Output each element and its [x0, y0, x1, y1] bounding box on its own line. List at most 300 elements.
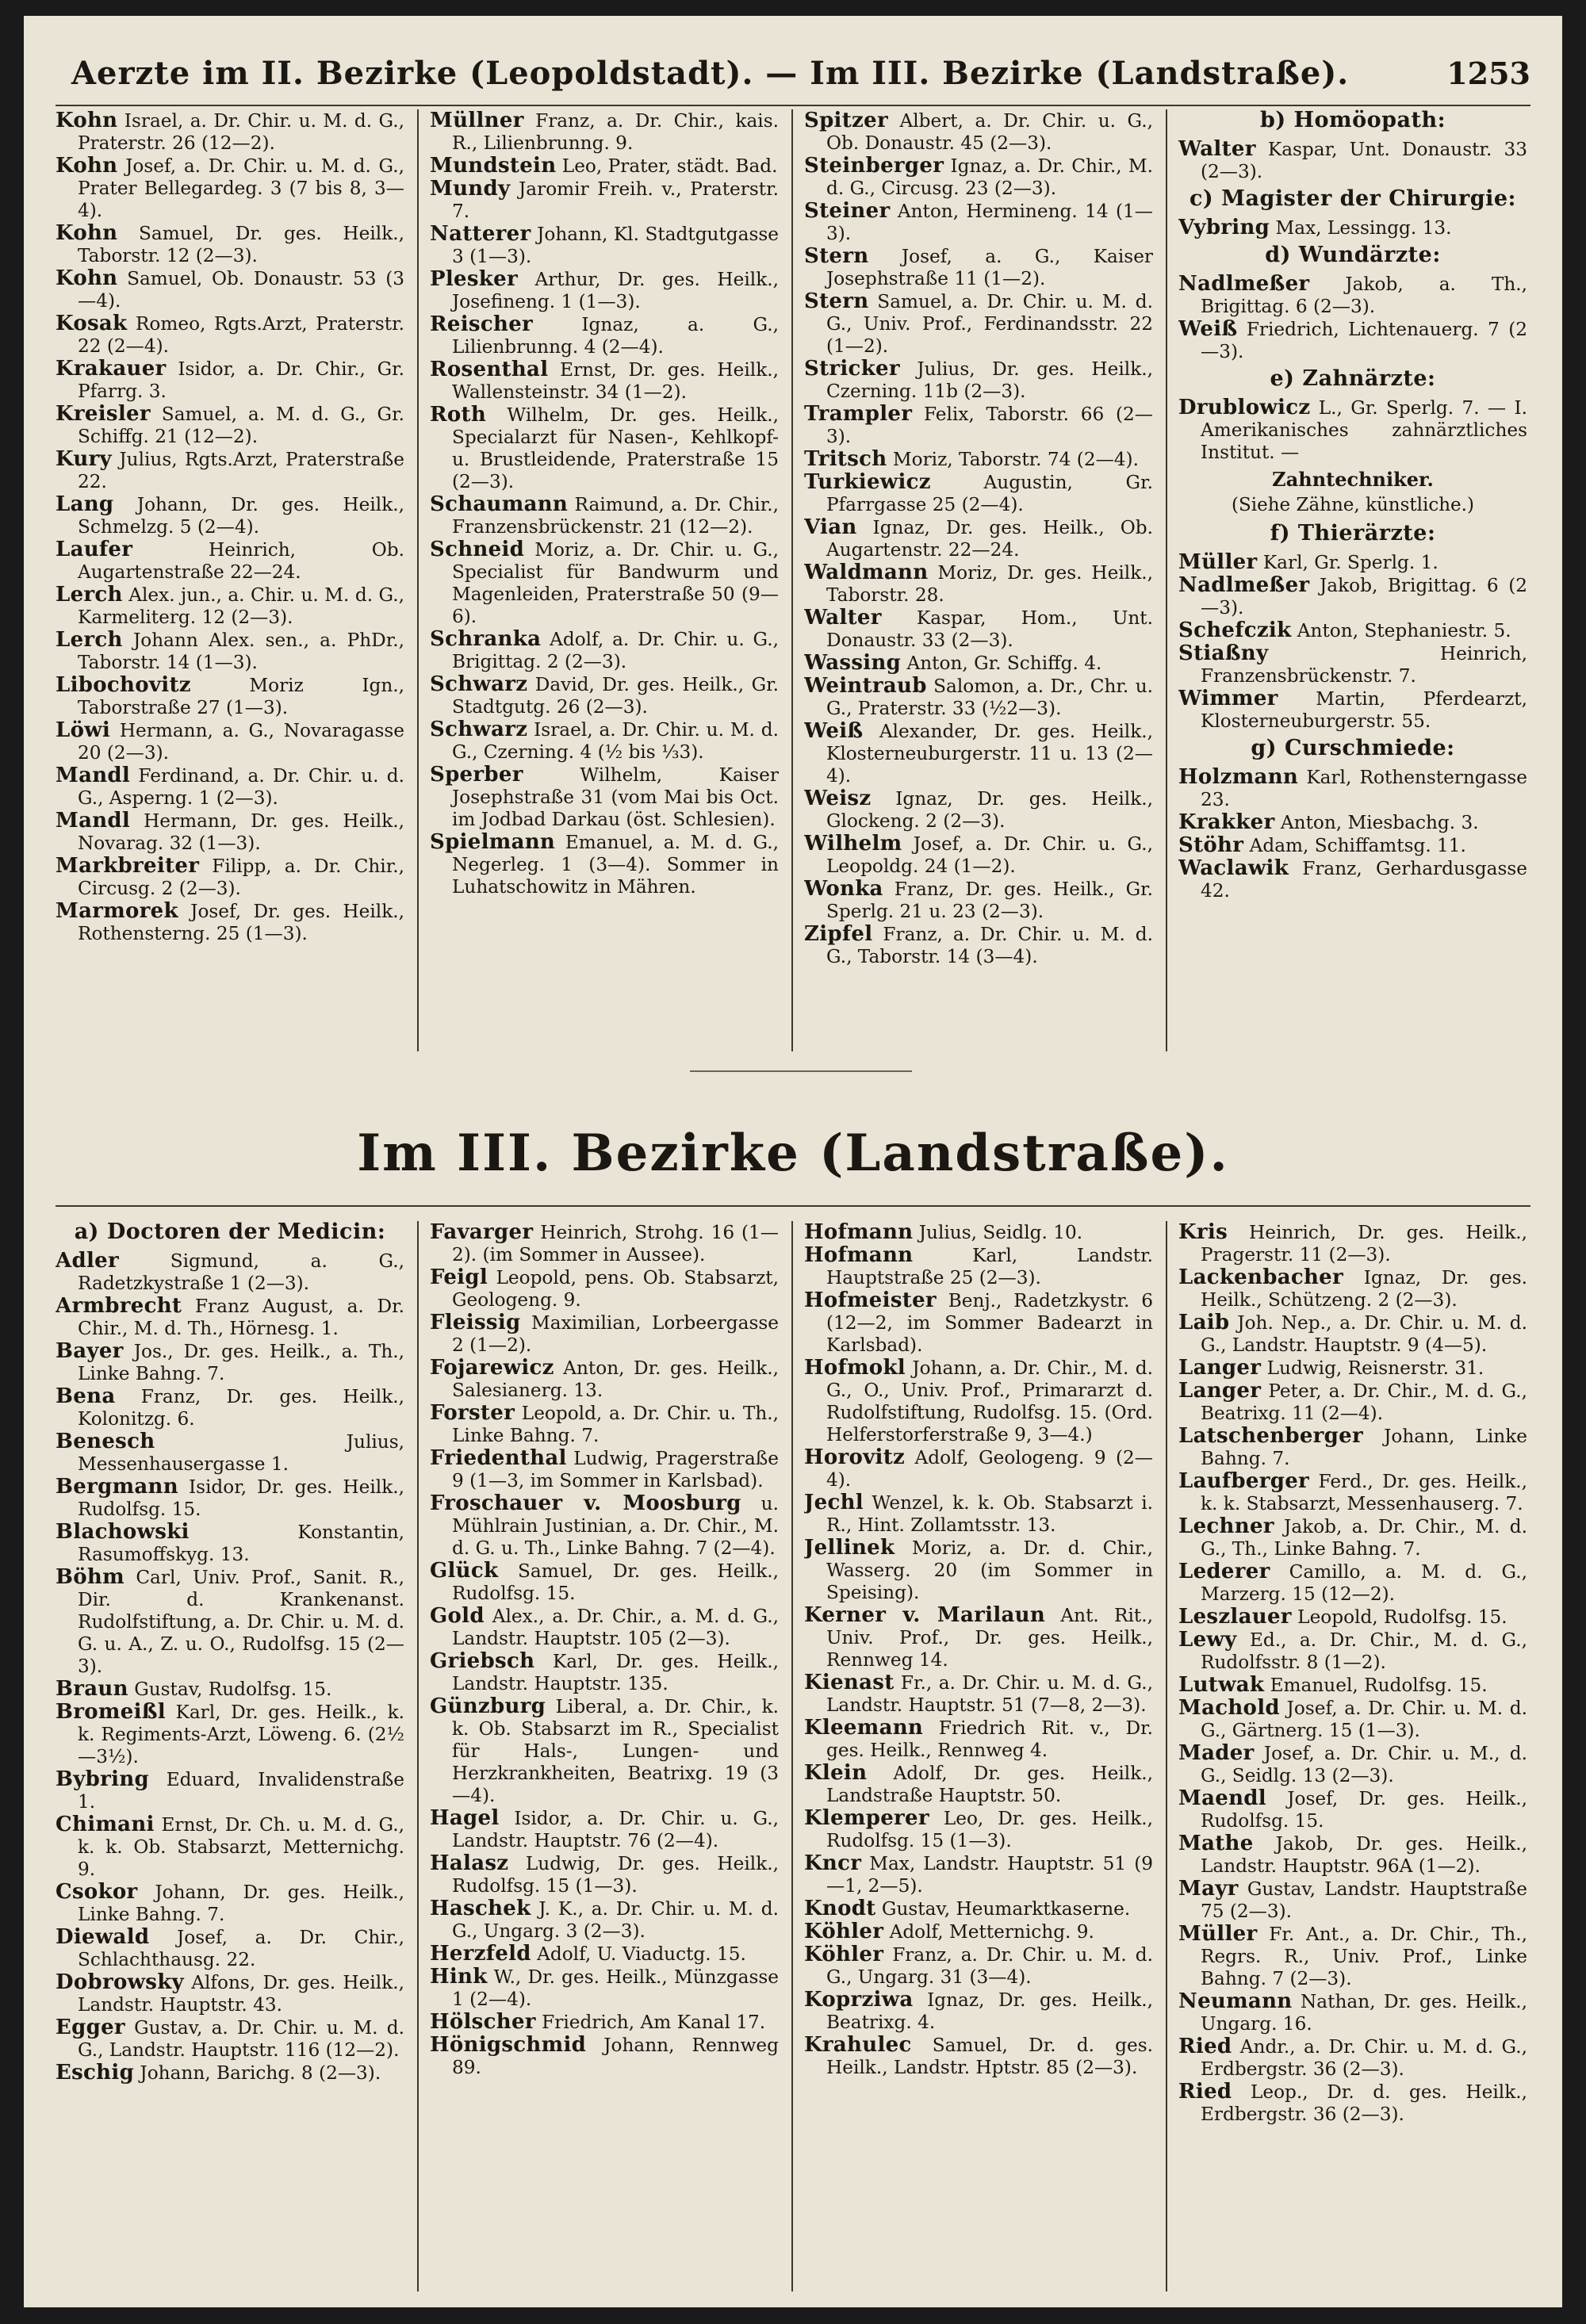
entry-details: Sigmund, a. G., Radetzkystraße 1 (2—3).: [78, 1250, 404, 1294]
entry-name: Kury: [56, 447, 112, 471]
entry-details: Josef, a. Dr. Chir. u. G., Leopoldg. 24 (1—2).: [826, 833, 1153, 877]
directory-entry: [1178, 1470, 1527, 1515]
directory-entry: [804, 1762, 1153, 1807]
directory-entry: [804, 1943, 1153, 1989]
entry-details: Alex., a. Dr. Chir., a. M. d. G., Landstr. Hauptstr. 105 (2—3).: [452, 1606, 779, 1649]
entry-name: Bena: [56, 1384, 116, 1408]
entry-name: Weisz: [804, 787, 872, 810]
top-column-1: [56, 109, 404, 1051]
entry-name: Stern: [804, 244, 869, 268]
entry-details: Johann, Linke Bahng. 7.: [1201, 1426, 1527, 1469]
section-note: (Siehe Zähne, künstliche.): [1232, 495, 1474, 515]
directory-entry: [1178, 396, 1527, 464]
section-heading: a) Doctoren der Medicin:: [74, 1221, 386, 1244]
directory-entry: [804, 787, 1153, 833]
entry-name: Csokor: [56, 1880, 138, 1904]
entry-name: Hofmeister: [804, 1288, 937, 1312]
entry-name: Hofmann: [804, 1243, 914, 1267]
directory-entry: [56, 1521, 404, 1566]
entry-details: Israel, a. Dr. Chir. u. M. d. G., Czerning. 4 (½ bis ⅓3).: [452, 719, 779, 763]
entry-name: Wassing: [804, 651, 902, 675]
entry-details: Julius, Dr. ges. Heilk., Czerning. 11b (2—3).: [826, 358, 1153, 402]
bottom-column-2: [430, 1221, 779, 2291]
entry-name: Nadlmeßer: [1178, 272, 1310, 296]
directory-entry: [430, 313, 779, 358]
top-column-4: [1178, 109, 1527, 1051]
directory-entry: [56, 584, 404, 629]
entry-details: Franz, a. Dr. Chir. u. M. d. G., Taborstr. 14 (3—4).: [826, 924, 1153, 967]
directory-entry: [1178, 138, 1527, 183]
entry-name: Lackenbacher: [1178, 1265, 1344, 1289]
directory-entry: [430, 1560, 779, 1605]
directory-entry: [804, 155, 1153, 200]
directory-entry: [430, 493, 779, 538]
entry-name: Rosenthal: [430, 358, 549, 381]
directory-entry: [1178, 1674, 1527, 1697]
entry-name: Jechl: [804, 1491, 864, 1514]
entry-details: Emanuel, a. M. d. G., Negerleg. 1 (3—4). Sommer in Luhatschowitz in Mähren.: [452, 832, 779, 898]
entry-name: Turkiewicz: [804, 470, 931, 494]
entry-name: Kosak: [56, 312, 128, 335]
entry-details: Eduard, Invalidenstraße 1.: [78, 1769, 404, 1813]
entry-details: Samuel, a. Dr. Chir. u. M. d. G., Univ. Prof., Ferdinandsstr. 22 (1—2).: [826, 291, 1153, 357]
entry-name: Wonka: [804, 877, 883, 901]
entry-name: Haschek: [430, 1897, 531, 1920]
entry-details: Maximilian, Lorbeergasse 2 (1—2).: [452, 1312, 779, 1356]
directory-entry: [1178, 1515, 1527, 1560]
directory-entry: [804, 1897, 1153, 1920]
entry-details: L., Gr. Sperlg. 7. — I. Amerikanisches zahnärztliches Institut. —: [1201, 397, 1527, 463]
directory-entry: [56, 2062, 404, 2085]
entry-name: Langer: [1178, 1379, 1262, 1403]
entry-name: Latschenberger: [1178, 1424, 1363, 1448]
entry-details: Heinrich, Strohg. 16 (1—2). (im Sommer in Aussee).: [452, 1222, 779, 1265]
directory-entry: [1178, 574, 1527, 619]
directory-entry: [430, 1897, 779, 1943]
entry-details: Andr., a. Dr. Chir. u. M. d. G., Erdbergstr. 36 (2—3).: [1201, 2036, 1527, 2080]
directory-entry: [1178, 2035, 1527, 2081]
directory-entry: [56, 900, 404, 945]
directory-entry: [804, 675, 1153, 720]
directory-entry: [430, 404, 779, 493]
directory-entry: [56, 1385, 404, 1430]
directory-entry: [430, 1447, 779, 1492]
entry-details: Josef, a. Dr. Chir., Schlachthausg. 22.: [78, 1927, 404, 1970]
entry-name: Armbrecht: [56, 1294, 182, 1318]
entry-name: Forster: [430, 1401, 515, 1425]
directory-entry: [804, 1537, 1153, 1604]
directory-entry: [56, 719, 404, 764]
directory-entry: [1178, 1990, 1527, 2035]
directory-entry: [430, 1492, 779, 1560]
directory-entry: [430, 764, 779, 831]
entry-name: Krahulec: [804, 2033, 912, 2057]
entry-details: Isidor, a. Dr. Chir., Gr. Pfarrg. 3.: [78, 358, 404, 402]
entry-name: Nadlmeßer: [1178, 573, 1310, 597]
entry-details: Benj., Radetzkystr. 6 (12—2, im Sommer Badearzt in Karlsbad).: [826, 1290, 1153, 1356]
entry-name: Koprziwa: [804, 1988, 914, 2012]
directory-entry: [804, 1920, 1153, 1943]
entry-details: Alex. jun., a. Chir. u. M. d. G., Karmeliterg. 12 (2—3).: [78, 584, 404, 628]
entry-name: Bromeißl: [56, 1700, 166, 1724]
entry-name: Schneid: [430, 538, 525, 561]
entry-name: Lerch: [56, 628, 123, 652]
entry-details: Kaspar, Hom., Unt. Donaustr. 33 (2—3).: [826, 607, 1153, 651]
entry-name: Steinberger: [804, 154, 944, 178]
entry-details: Samuel, Dr. d. ges. Heilk., Landstr. Hptstr. 85 (2—3).: [826, 2035, 1153, 2078]
entry-details: Gustav, Landstr. Hauptstraße 75 (2—3).: [1201, 1878, 1527, 1922]
entry-name: Waclawik: [1178, 856, 1289, 880]
entry-name: Braun: [56, 1677, 128, 1701]
entry-name: Kohn: [56, 154, 118, 178]
entry-name: Wimmer: [1178, 687, 1278, 710]
entry-name: Kerner v. Marilaun: [804, 1603, 1046, 1627]
entry-name: Hofmokl: [804, 1356, 906, 1380]
entry-details: Franz, Dr. ges. Heilk., Kolonitzg. 6.: [78, 1386, 404, 1430]
entry-details: David, Dr. ges. Heilk., Gr. Stadtgutg. 26 (2—3).: [452, 674, 779, 718]
entry-details: Jakob, a. Dr. Chir., M. d. G., Th., Linke Bahng. 7.: [1201, 1516, 1527, 1560]
directory-entry: [804, 652, 1153, 675]
entry-name: Bergmann: [56, 1475, 178, 1499]
entry-details: Moriz, a. Dr. d. Chir., Wasserg. 20 (im Sommer in Speising).: [826, 1537, 1153, 1603]
entry-details: Friedrich, Am Kanal 17.: [535, 2012, 766, 2033]
entry-details: Konstantin, Rasumoffskyg. 13.: [78, 1522, 404, 1565]
entry-details: Salomon, a. Dr., Chr. u. G., Praterstr. 33 (½2—3).: [826, 676, 1153, 719]
entry-name: Lechner: [1178, 1514, 1274, 1538]
top-section: [56, 109, 1530, 1051]
entry-name: Laufer: [56, 538, 133, 561]
entry-details: Max, Landstr. Hauptstr. 51 (9—1, 2—5).: [826, 1853, 1153, 1897]
entry-details: Leop., Dr. d. ges. Heilk., Erdbergstr. 36 (2—3).: [1201, 2081, 1527, 2125]
entry-details: Johann, Rennweg 89.: [452, 2035, 779, 2078]
entry-details: Wilhelm, Dr. ges. Heilk., Specialarzt für Nasen-, Kehlkopf- u. Brustleidende, Praterstraße 15 (2—3).: [452, 404, 779, 492]
entry-details: Romeo, Rgts.Arzt, Praterstr. 22 (2—4).: [78, 313, 404, 357]
entry-name: Natterer: [430, 222, 531, 246]
entry-name: Mandl: [56, 809, 131, 833]
entry-name: Holzmann: [1178, 765, 1299, 789]
directory-entry: [56, 1476, 404, 1521]
directory-entry: [804, 878, 1153, 923]
directory-entry: [1178, 273, 1527, 318]
entry-details: Isidor, a. Dr. Chir. u. G., Landstr. Hauptstr. 76 (2—4).: [452, 1808, 779, 1851]
directory-entry: [1178, 1629, 1527, 1674]
page-number: 1253: [1446, 56, 1530, 91]
entry-details: Leopold, pens. Ob. Stabsarzt, Geologeng. 9.: [452, 1267, 779, 1311]
column-divider: [1166, 109, 1167, 1051]
entry-name: Favarger: [430, 1221, 534, 1244]
entry-details: Jakob, Brigittag. 6 (2—3).: [1201, 575, 1527, 618]
entry-name: Jellinek: [804, 1536, 895, 1560]
entry-details: Samuel, a. M. d. G., Gr. Schiffg. 21 (12—2).: [78, 404, 404, 447]
top-column-3: [804, 109, 1153, 1051]
directory-entry: [430, 1311, 779, 1357]
entry-details: Josef, a. Dr. Chir. u. M. d. G., Prater Bellegardeg. 3 (7 bis 8, 3—4).: [78, 155, 404, 221]
entry-name: Steiner: [804, 199, 891, 223]
directory-entry: [56, 1566, 404, 1678]
entry-name: Kris: [1178, 1221, 1228, 1244]
directory-entry: [56, 1971, 404, 2016]
running-head: [56, 46, 1530, 101]
directory-entry: [1178, 1878, 1527, 1923]
entry-name: Mandl: [56, 764, 131, 787]
directory-entry: [804, 561, 1153, 607]
entry-name: Stern: [804, 289, 869, 313]
entry-name: Köhler: [804, 1920, 884, 1943]
entry-name: Wilhelm: [804, 832, 902, 856]
entry-name: Fleissig: [430, 1311, 521, 1334]
directory-entry: [56, 155, 404, 222]
entry-details: Kaspar, Unt. Donaustr. 33 (2—3).: [1201, 139, 1527, 182]
directory-entry: [804, 923, 1153, 968]
entry-name: Horovitz: [804, 1445, 906, 1469]
entry-details: Johann, Kl. Stadtgutgasse 3 (1—3).: [452, 224, 779, 267]
entry-details: Josef, a. Dr. Chir. u. M. d. G., Gärtnerg. 15 (1—3).: [1201, 1698, 1527, 1741]
entry-name: Ried: [1178, 2080, 1232, 2104]
entry-details: Fr. Ant., a. Dr. Chir., Th., Regrs. R., Univ. Prof., Linke Bahng. 7 (2—3).: [1201, 1924, 1527, 1989]
directory-entry: [56, 1768, 404, 1813]
entry-name: Krakker: [1178, 810, 1275, 834]
directory-page: [24, 16, 1562, 2307]
entry-name: Mundy: [430, 177, 511, 201]
district-rule: [56, 1205, 1530, 1207]
directory-entry: [1178, 1923, 1527, 1990]
entry-details: Ignaz, Dr. ges. Heilk., Ob. Augartenstr. 22—24.: [826, 517, 1153, 561]
entry-details: Liberal, a. Dr. Chir., k. k. Ob. Stabsarzt im R., Specialist für Hals-, Lungen- und Herzkrankheiten, Beatrixg. 19 (3—4).: [452, 1696, 779, 1806]
directory-entry: [1178, 1266, 1527, 1311]
entry-details: Ignaz, Dr. ges. Heilk., Glockeng. 2 (2—3).: [826, 788, 1153, 832]
entry-name: Diewald: [56, 1925, 150, 1949]
directory-entry: [1178, 1832, 1527, 1878]
entry-name: Hagel: [430, 1806, 500, 1830]
entry-name: Löwi: [56, 718, 111, 742]
entry-details: Ludwig, Dr. ges. Heilk., Rudolfsg. 15 (1—3).: [452, 1853, 779, 1897]
bottom-column-1: [56, 1221, 404, 2291]
section-heading: g) Curschmiede:: [1251, 736, 1455, 760]
entry-name: Kncr: [804, 1851, 862, 1875]
directory-entry: [1178, 1311, 1527, 1357]
directory-entry: [804, 109, 1153, 155]
bottom-column-3: [804, 1221, 1153, 2291]
entry-name: Neumann: [1178, 1989, 1293, 2013]
entry-name: Feigl: [430, 1265, 488, 1289]
directory-entry: [430, 223, 779, 268]
entry-name: Laufberger: [1178, 1469, 1310, 1493]
entry-name: Chimani: [56, 1813, 155, 1836]
directory-entry: [430, 2011, 779, 2034]
entry-details: J. K., a. Dr. Chir. u. M. d. G., Ungarg. 3 (2—3).: [452, 1898, 779, 1942]
entry-name: Stiaßny: [1178, 641, 1269, 665]
section-heading: d) Wundärzte:: [1265, 243, 1441, 267]
section-heading: c) Magister der Chirurgie:: [1189, 186, 1517, 211]
entry-details: Karl, Dr. ges. Heilk., k. k. Regiments-Arzt, Löweng. 6. (2½—3½).: [78, 1702, 404, 1767]
directory-entry: [56, 538, 404, 584]
entry-details: Julius, Messenhausergasse 1.: [78, 1431, 404, 1475]
entry-details: Friedrich, Lichtenauerg. 7 (2—3).: [1201, 319, 1527, 362]
entry-name: Ried: [1178, 2035, 1232, 2058]
entry-name: Froschauer v. Moosburg: [430, 1491, 741, 1515]
entry-name: Walter: [804, 606, 882, 630]
directory-entry: [56, 1340, 404, 1385]
entry-details: Raimund, a. Dr. Chir., Franzensbrückenstr. 21 (12—2).: [452, 494, 779, 538]
directory-entry: [804, 1244, 1153, 1289]
entry-details: Leo, Prater, städt. Bad.: [556, 155, 778, 177]
directory-entry: [1178, 318, 1527, 363]
entry-name: Lang: [56, 492, 114, 516]
directory-entry: [430, 1807, 779, 1852]
directory-entry: [804, 200, 1153, 245]
entry-name: Hofmann: [804, 1221, 914, 1244]
directory-entry: [430, 1943, 779, 1966]
entry-details: Camillo, a. M. d. G., Marzerg. 15 (12—2).: [1201, 1561, 1527, 1605]
directory-entry: [430, 358, 779, 404]
directory-entry: [804, 1357, 1153, 1446]
bottom-section: [56, 1221, 1530, 2291]
directory-entry: [804, 403, 1153, 448]
entry-details: Ernst, Dr. ges. Heilk., Wallensteinstr. 34 (1—2).: [452, 359, 779, 403]
entry-name: Schwarz: [430, 718, 528, 741]
entry-name: Müller: [1178, 1922, 1258, 1946]
directory-entry: [804, 290, 1153, 358]
entry-name: Weintraub: [804, 674, 927, 698]
entry-name: Benesch: [56, 1430, 155, 1453]
entry-details: Johann, Dr. ges. Heilk., Schmelzg. 5 (2—4).: [78, 494, 404, 538]
directory-entry: [56, 1295, 404, 1340]
entry-details: Anton, Dr. ges. Heilk., Salesianerg. 13.: [452, 1357, 779, 1401]
entry-name: Schwarz: [430, 672, 528, 696]
entry-name: Vian: [804, 515, 857, 539]
entry-name: Egger: [56, 2016, 125, 2039]
entry-details: Leo, Dr. ges. Heilk., Rudolfsg. 15 (1—3).: [826, 1808, 1153, 1851]
directory-entry: [804, 1604, 1153, 1671]
directory-entry: [430, 1402, 779, 1447]
directory-entry: [430, 268, 779, 313]
entry-name: Weiß: [804, 719, 864, 743]
directory-entry: [56, 674, 404, 719]
entry-name: Gold: [430, 1604, 485, 1628]
entry-name: Griebsch: [430, 1649, 535, 1673]
directory-entry: [56, 1926, 404, 1971]
entry-details: Johann, a. Dr. Chir., M. d. G., O., Univ. Prof., Primararzt d. Rudolfstiftung, Rudolfsg. 15. (Ord. Helferstorferstraße 9, 3—4.): [826, 1357, 1153, 1445]
entry-details: Adolf, Dr. ges. Heilk., Landstraße Hauptstr. 50.: [826, 1763, 1153, 1806]
entry-name: Stöhr: [1178, 833, 1244, 857]
entry-details: Ant. Rit., Univ. Prof., Dr. ges. Heilk., Rennweg 14.: [826, 1605, 1153, 1671]
directory-entry: [430, 1650, 779, 1695]
directory-entry: [56, 312, 404, 358]
entry-name: Klein: [804, 1761, 868, 1785]
entry-name: Machold: [1178, 1696, 1280, 1720]
entry-name: Böhm: [56, 1565, 125, 1589]
entry-name: Lewy: [1178, 1628, 1237, 1652]
directory-entry: [56, 267, 404, 312]
entry-details: Moriz, a. Dr. Chir. u. G., Specialist für Bandwurm und Magenleiden, Praterstraße 50 (9—6).: [452, 539, 779, 627]
directory-entry: [1178, 1697, 1527, 1742]
entry-details: W., Dr. ges. Heilk., Münzgasse 1 (2—4).: [452, 1966, 779, 2010]
directory-entry: [430, 628, 779, 673]
entry-details: Wilhelm, Kaiser Josephstraße 31 (vom Mai bis Oct. im Jodbad Darkau (öst. Schlesien).: [452, 764, 779, 830]
directory-entry: [1178, 1221, 1527, 1266]
entry-name: Libochovitz: [56, 673, 191, 697]
entry-name: Kohn: [56, 109, 118, 132]
entry-details: Karl, Gr. Sperlg. 1.: [1257, 552, 1439, 573]
directory-entry: [1178, 857, 1527, 902]
entry-name: Weiß: [1178, 317, 1238, 341]
directory-entry: [56, 493, 404, 538]
section-heading: f) Thierärzte:: [1270, 521, 1436, 546]
entry-name: Roth: [430, 403, 487, 427]
entry-details: Karl, Landstr. Hauptstraße 25 (2—3).: [826, 1245, 1153, 1288]
entry-details: Adolf, Geologeng. 9 (2—4).: [826, 1447, 1153, 1491]
entry-details: Arthur, Dr. ges. Heilk., Josefineng. 1 (1—3).: [452, 269, 779, 312]
entry-details: Alexander, Dr. ges. Heilk., Klosterneuburgerstr. 11 u. 13 (2—4).: [826, 721, 1153, 787]
directory-entry: [430, 2034, 779, 2079]
entry-name: Trampler: [804, 402, 913, 426]
entry-details: Ludwig, Pragerstraße 9 (1—3, im Sommer in Karlsbad).: [452, 1448, 779, 1491]
entry-details: Johann, Barichg. 8 (2—3).: [134, 2062, 381, 2084]
entry-details: Jaromir Freih. v., Praterstr. 7.: [452, 178, 779, 222]
directory-entry: [430, 673, 779, 718]
entry-name: Kohn: [56, 221, 118, 245]
directory-entry: [1178, 834, 1527, 857]
entry-name: Waldmann: [804, 561, 929, 584]
entry-name: Friedenthal: [430, 1446, 567, 1470]
entry-name: Marmorek: [56, 899, 178, 923]
directory-entry: [56, 810, 404, 855]
directory-entry: [1178, 1742, 1527, 1787]
entry-details: Franz, Gerhardusgasse 42.: [1201, 858, 1527, 902]
directory-entry: [804, 1852, 1153, 1897]
directory-entry: [1178, 811, 1527, 834]
entry-name: Stricker: [804, 357, 900, 381]
entry-details: Israel, a. Dr. Chir. u. M. d. G., Praterstr. 26 (12—2).: [78, 110, 404, 154]
entry-name: Mader: [1178, 1741, 1255, 1765]
entry-details: Franz, a. Dr. Chir., kais. R., Lilienbrunng. 9.: [452, 110, 779, 154]
directory-entry: [804, 1289, 1153, 1357]
entry-details: Ignaz, a. G., Lilienbrunng. 4 (2—4).: [452, 314, 779, 358]
entry-details: Ed., a. Dr. Chir., M. d. G., Rudolfsstr. 8 (1—2).: [1201, 1629, 1527, 1673]
entry-name: Drublowicz: [1178, 396, 1311, 419]
entry-name: Lerch: [56, 583, 123, 607]
entry-name: Leszlauer: [1178, 1605, 1292, 1629]
directory-entry: [430, 538, 779, 628]
entry-name: Plesker: [430, 267, 518, 291]
entry-name: Mayr: [1178, 1877, 1239, 1901]
entry-details: Ignaz, a. Dr. Chir., M. d. G., Circusg. 23 (2—3).: [826, 155, 1153, 199]
district-title: Im III. Bezirke (Landstraße).: [357, 1124, 1229, 1183]
entry-details: Jakob, Dr. ges. Heilk., Landstr. Hauptstr. 96A (1—2).: [1201, 1833, 1527, 1877]
directory-entry: [1178, 1787, 1527, 1832]
entry-details: Josef, a. Dr. Chir. u. M., d. G., Seidlg. 13 (2—3).: [1201, 1743, 1527, 1786]
directory-entry: [804, 720, 1153, 787]
directory-entry: [56, 2016, 404, 2062]
entry-details: Alfons, Dr. ges. Heilk., Landstr. Hauptstr. 43.: [78, 1972, 404, 2016]
directory-entry: [1178, 1357, 1527, 1380]
entry-name: Laib: [1178, 1311, 1230, 1334]
entry-name: Zipfel: [804, 922, 873, 946]
entry-name: Lederer: [1178, 1560, 1270, 1583]
entry-name: Bayer: [56, 1339, 124, 1363]
entry-name: Krakauer: [56, 357, 167, 381]
entry-details: Josef, Dr. ges. Heilk., Rudolfsg. 15.: [1201, 1788, 1527, 1832]
entry-name: Knodt: [804, 1897, 876, 1920]
directory-entry: [430, 1221, 779, 1266]
directory-entry: [804, 1989, 1153, 2034]
directory-entry: [56, 1430, 404, 1476]
entry-details: Max, Lessingg. 13.: [1270, 217, 1452, 239]
directory-entry: [430, 155, 779, 178]
directory-entry: [56, 403, 404, 448]
entry-details: Joh. Nep., a. Dr. Chir. u. M. d. G., Landstr. Hauptstr. 9 (4—5).: [1201, 1312, 1527, 1356]
directory-entry: [1178, 1560, 1527, 1606]
